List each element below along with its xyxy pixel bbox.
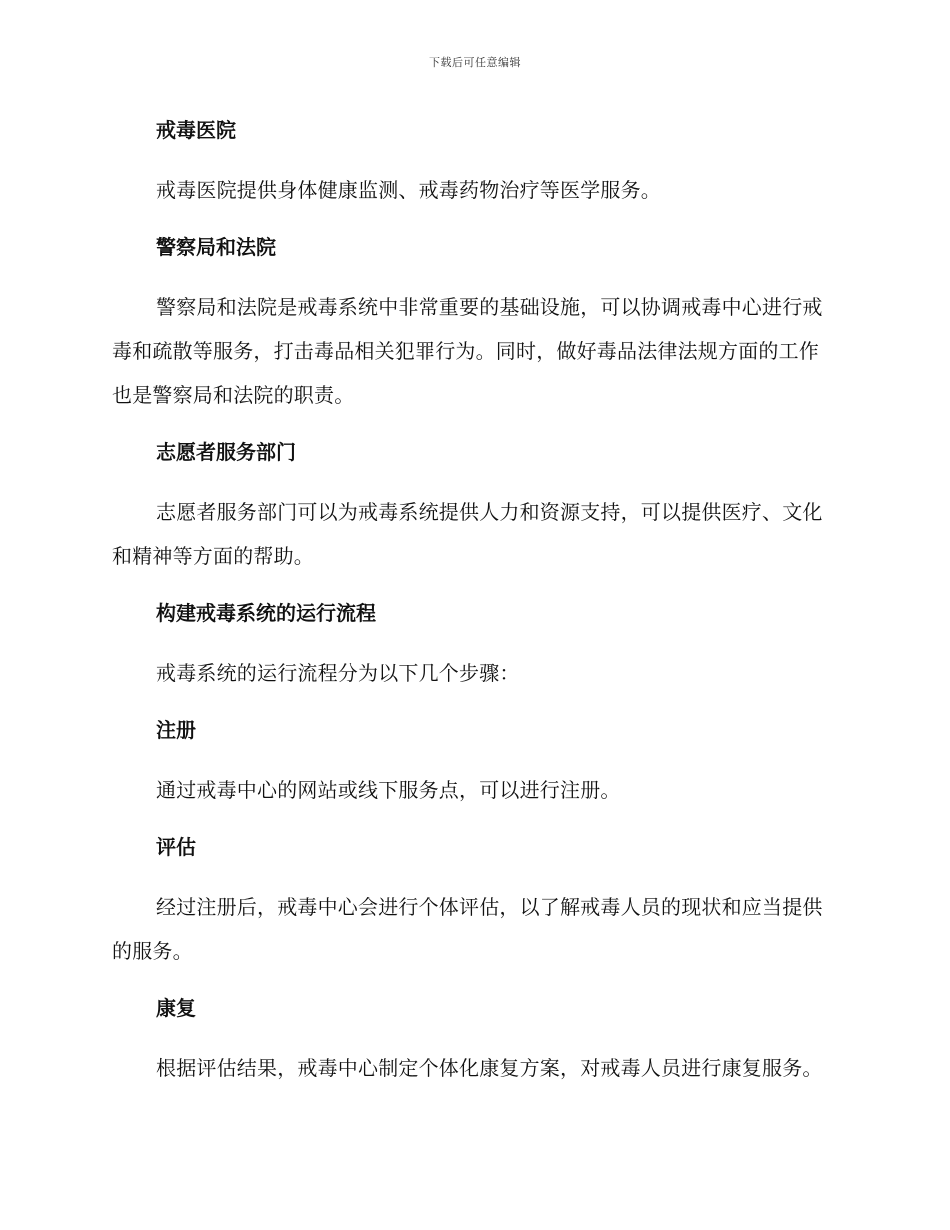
- paragraph-police-court: 警察局和法院是戒毒系统中非常重要的基础设施，可以协调戒毒中心进行戒毒和疏散等服务，打击毒品相关犯罪行为。同时，做好毒品法律法规方面的工作也是警察局和法院的职责。: [112, 295, 823, 407]
- section-heading-police-court: 警察局和法院: [156, 235, 276, 259]
- section-heading-volunteer: 志愿者服务部门: [156, 440, 296, 464]
- paragraph-volunteer: 志愿者服务部门可以为戒毒系统提供人力和资源支持，可以提供医疗、文化和精神等方面的帮助。: [112, 500, 823, 568]
- section-heading-process: 构建戒毒系统的运行流程: [156, 601, 376, 625]
- paragraph-register: 通过戒毒中心的网站或线下服务点，可以进行注册。: [156, 778, 621, 802]
- page-header: 下载后可任意编辑: [429, 56, 521, 69]
- section-heading-register: 注册: [156, 718, 196, 742]
- paragraph-rehab: 根据评估结果，戒毒中心制定个体化康复方案，对戒毒人员进行康复服务。: [156, 1056, 823, 1080]
- section-heading-assess: 评估: [156, 835, 196, 859]
- paragraph-process: 戒毒系统的运行流程分为以下几个步骤：: [156, 661, 520, 685]
- paragraph-assess: 经过注册后，戒毒中心会进行个体评估，以了解戒毒人员的现状和应当提供的服务。: [112, 895, 823, 963]
- paragraph-hospital: 戒毒医院提供身体健康监测、戒毒药物治疗等医学服务。: [156, 178, 661, 202]
- section-heading-hospital: 戒毒医院: [156, 118, 236, 142]
- document-body: [112, 110, 838, 1105]
- section-heading-rehab: 康复: [156, 996, 196, 1020]
